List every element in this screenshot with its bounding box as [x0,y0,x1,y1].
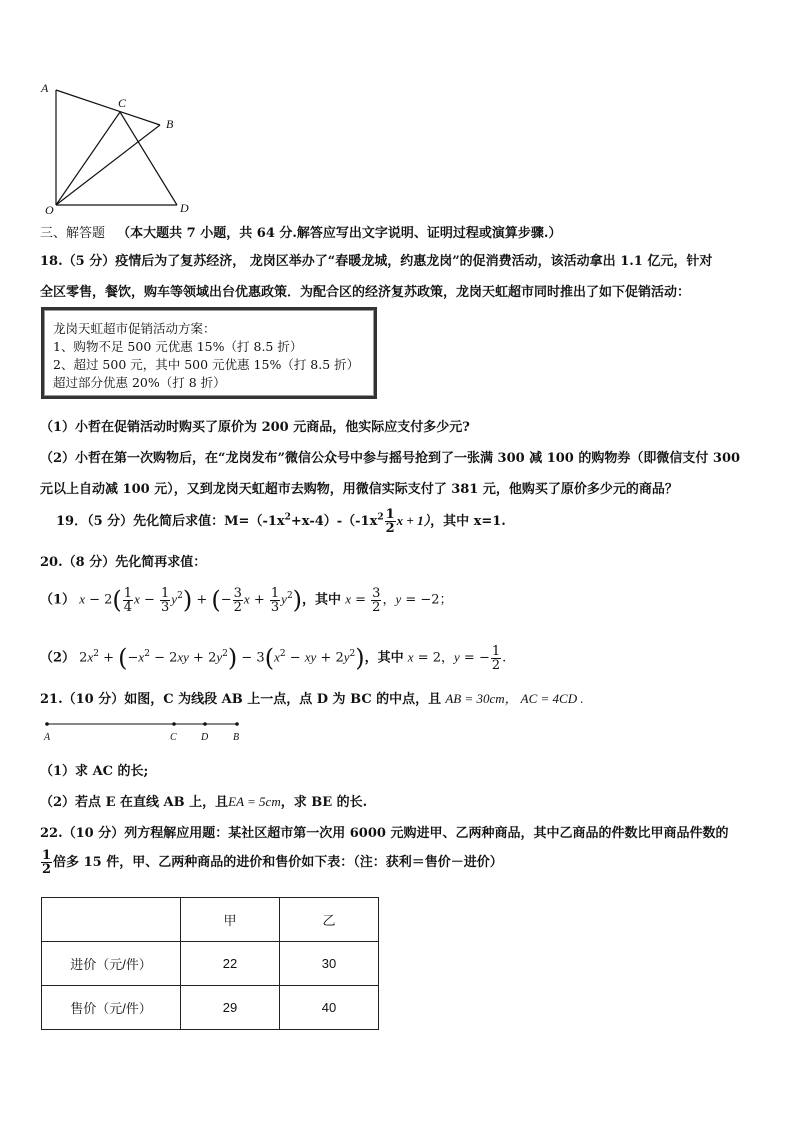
q18-sub2-line2: 元以上自动减 100 元），又到龙岗天虹超市去购物，用微信实际支付了 381 元，他购买了原价多少元的商品？ [40,482,678,497]
q18-sub2-line1: （2）小哲在第一次购物后，在“龙岗发布”微信公众号中参与摇号抢到了一张满 300 减 100 的购物券（即微信支付 300 [40,451,741,466]
q18-line2: 全区零售，餐饮，购车等领域出台优惠政策．为配合区的经济复苏政策，龙岗天虹超市同时推出了如下促销活动： [40,285,691,300]
promo-rule-2: 2、超过 500 元，其中 500 元优惠 15%（打 8.5 折） [53,357,360,372]
svg-text:A: A [44,732,51,743]
q22-line2: $\frac{1}{2}$ 倍多 15 件，甲、乙两种商品的进价和售价如下表：（注：获利＝售价－进价） [42,848,503,877]
q20-part1: （1） x − 2( $\frac{1}{4}$ x − $\frac{1}{3}$ $y^2$) + (− $\frac{3}{2}$ x + $\frac{1}{3}$ $y^2$)，其中 x = $\frac{3}{2}$ ，y = −2； [40,585,453,615]
point-A [45,722,49,726]
point-B [235,722,239,726]
label-D: D [180,201,189,215]
price-table [41,897,379,1030]
point-D [203,722,207,726]
q20-part2: （2） $2x^2 + (-x^2 - 2xy + 2y^2) - 3(x^2$ − xy + $2y^2$)，其中 x = 2，y = − $\frac{1}{2}$ . [40,643,507,673]
table-row: 售价（元/件） 29 40 [42,986,379,1030]
q21-sub1: （1）求 AC 的长; [40,764,149,779]
svg-text:C: C [170,732,177,743]
q21-sub2: （2）若点 E 在直线 AB 上，且EA = 5cm，求 BE 的长. [40,794,368,810]
q20-title: 20.（8 分）先化简再求值： [40,555,207,570]
svg-text:D: D [201,732,209,743]
q19-fraction: $\frac{1}{2}$ [385,507,395,536]
promo-rule-1: 1、购物不足 500 元优惠 15%（打 8.5 折） [53,339,303,354]
svg-text:B: B [233,732,240,743]
q22-fraction: $\frac{1}{2}$ [42,848,52,877]
promo-rule-3: 超过部分优惠 20%（打 8 折） [53,375,226,390]
section-heading: 三、解答题 （本大题共 7 小题，共 64 分.解答应写出文字说明、证明过程或演算步骤.） [40,226,562,241]
q18-line1: 18.（5 分）疫情后为了复苏经济， 龙岗区举办了“春暖龙城，约惠龙岗”的促消费活动，该活动拿出 1.1 亿元，针对 [40,254,713,269]
segment-figure [40,716,250,744]
promo-box [41,307,377,399]
label-C: C [118,96,127,110]
promo-title: 龙岗天虹超市促销活动方案： [53,321,216,336]
q19-line: 19．（5 分）先化简后求值：$M=(-1x^2+x-4)-(-1x^2$ $\frac{1}{2}$ x + 1），其中 x=1. [56,507,506,536]
q21-line1: 21.（10 分）如图，C 为线段 AB 上一点，点 D 为 BC 的中点，且 AB = 30cm， AC = 4CD . [40,691,584,707]
geometry-figure [40,80,200,215]
q22-line1: 22.（10 分）列方程解应用题：某社区超市第一次用 6000 元购进甲、乙两种商品，其中乙商品的件数比甲商品件数的 [40,826,729,841]
segment-OB [56,125,160,205]
table-header-row: 甲 乙 [42,898,379,942]
point-C [172,722,176,726]
q18-sub1: （1）小哲在促销活动时购买了原价为 200 元商品，他实际应支付多少元? [40,420,470,435]
label-O: O [45,203,54,215]
label-A: A [41,81,49,95]
table-row: 进价（元/件） 22 30 [42,942,379,986]
label-B: B [166,117,174,131]
segment-OC [56,112,120,205]
segment-AB [56,90,160,125]
